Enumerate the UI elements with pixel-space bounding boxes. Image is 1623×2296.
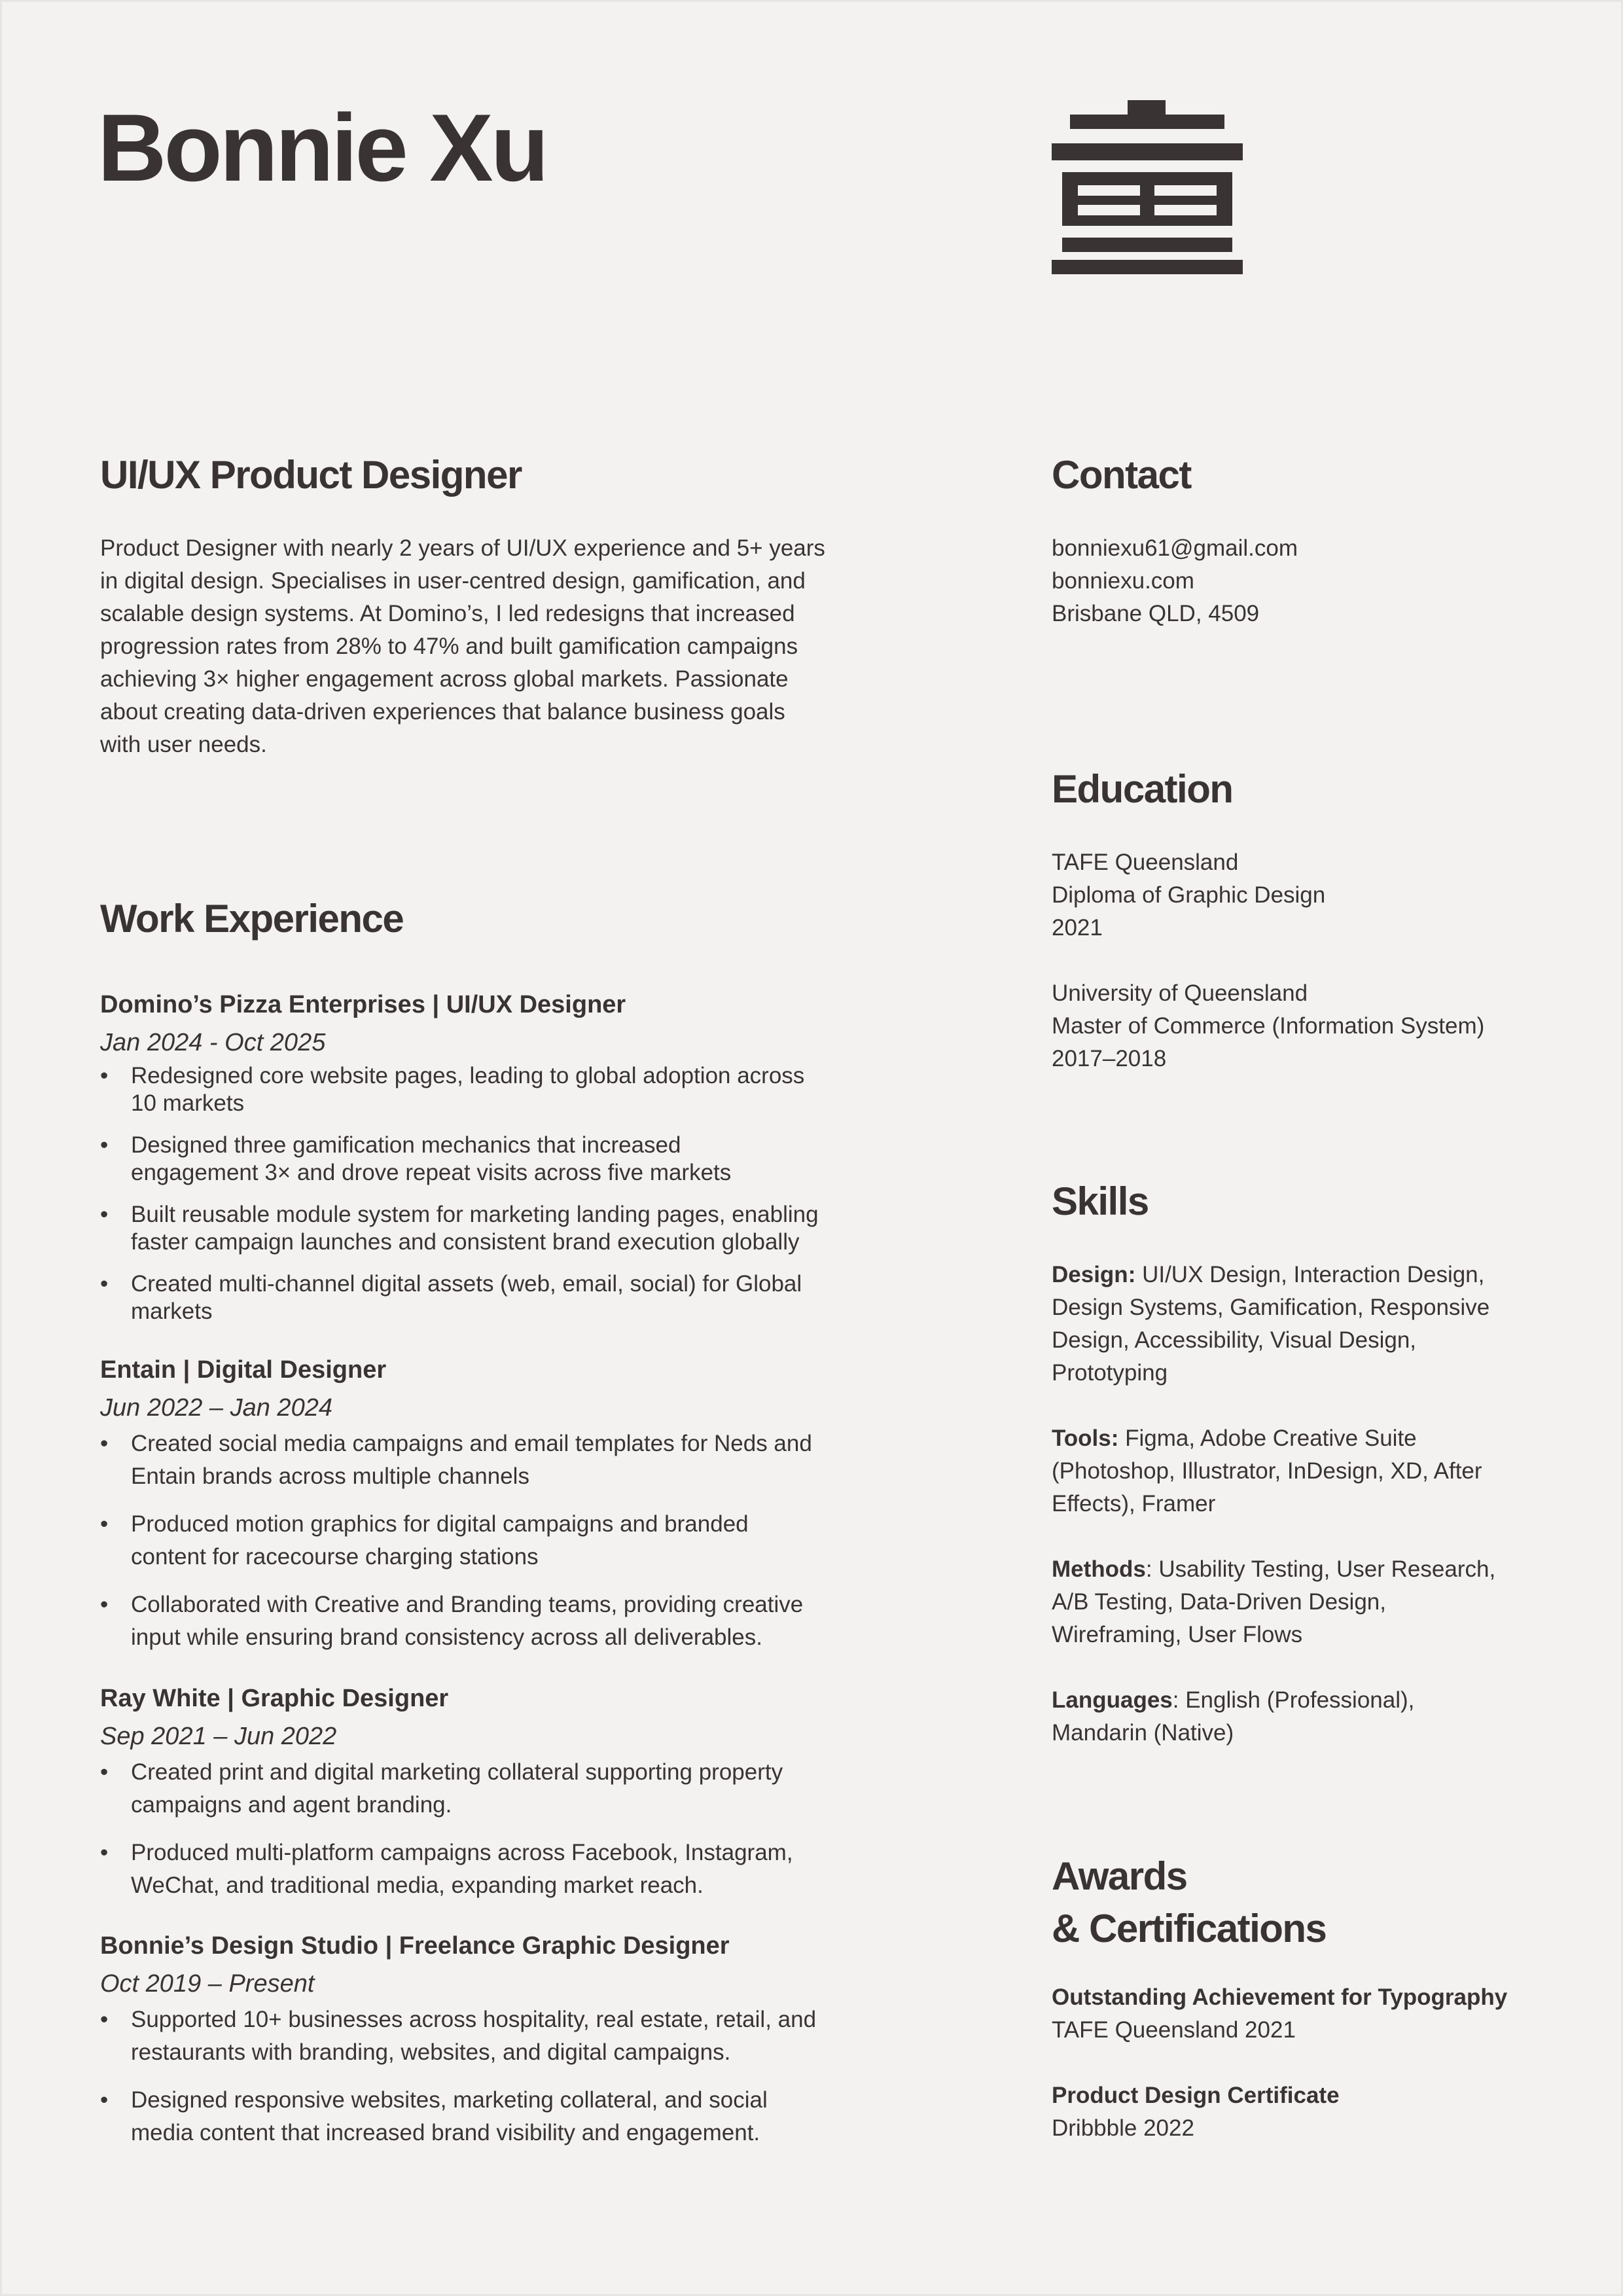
website-link[interactable]: bonniexu.com <box>1052 568 1194 594</box>
candidate-name: Bonnie Xu <box>98 94 546 201</box>
list-item <box>100 1588 905 1654</box>
award-issuer: TAFE Queensland 2021 <box>1052 2017 1296 2043</box>
bullet-line: Supported 10+ businesses across hospitality, real estate, retail, and <box>131 2007 817 2032</box>
list-item <box>100 1427 905 1493</box>
work-experience-heading: Work Experience <box>100 897 404 941</box>
skill-label: Design: <box>1052 1262 1136 1287</box>
skill-text: A/B Testing, Data-Driven Design, <box>1052 1589 1386 1615</box>
job-dates: Sep 2021 – Jun 2022 <box>100 1723 337 1750</box>
education-years: 2017–2018 <box>1052 1046 1167 1071</box>
skill-label: Languages <box>1052 1687 1173 1713</box>
bullet-icon: • <box>100 1511 109 1537</box>
skill-group <box>1052 1422 1549 1520</box>
education-heading: Education <box>1052 767 1233 811</box>
profile-section <box>100 450 905 761</box>
list-item <box>100 2084 905 2149</box>
skills-heading: Skills <box>1052 1179 1149 1223</box>
skill-text: UI/UX Design, Interaction Design, <box>1135 1262 1485 1287</box>
award-entry <box>1052 2079 1549 2145</box>
bullet-icon: • <box>100 1592 109 1617</box>
bullet-line: restaurants with branding, websites, and digital campaigns. <box>131 2039 731 2065</box>
skill-label: Methods <box>1052 1556 1146 1582</box>
bullet-line: Designed three gamification mechanics that increased <box>131 1132 681 1158</box>
bullet-line: input while ensuring brand consistency across all deliverables. <box>131 1624 762 1650</box>
list-item <box>100 1508 905 1573</box>
skill-text: Effects), Framer <box>1052 1491 1216 1516</box>
skill-label: Tools: <box>1052 1426 1119 1451</box>
bullet-line: Entain brands across multiple channels <box>131 1463 529 1489</box>
bullet-line: Created multi-channel digital assets (web, email, social) for Global <box>131 1271 802 1297</box>
skill-text: Figma, Adobe Creative Suite <box>1118 1426 1417 1451</box>
bullet-icon: • <box>100 1431 109 1456</box>
job-title: Bonnie’s Design Studio | Freelance Graphic Designer <box>100 1932 730 1960</box>
bullet-icon: • <box>100 2007 109 2032</box>
bullet-line: WeChat, and traditional media, expanding market reach. <box>131 1873 704 1898</box>
summary-line: with user needs. <box>100 732 267 757</box>
bullet-line: Built reusable module system for marketing landing pages, enabling <box>131 1202 819 1227</box>
bullet-line: Produced motion graphics for digital campaigns and branded <box>131 1511 749 1537</box>
job-title-heading: UI/UX Product Designer <box>100 453 522 497</box>
award-issuer: Dribbble 2022 <box>1052 2115 1194 2141</box>
job-dates: Jan 2024 - Oct 2025 <box>100 1029 326 1056</box>
summary-line: Product Designer with nearly 2 years of UI/UX experience and 5+ years <box>100 535 825 561</box>
award-title: Product Design Certificate <box>1052 2083 1340 2108</box>
list-item <box>100 2003 905 2069</box>
contact-section <box>1052 450 1549 630</box>
bullet-line: Collaborated with Creative and Branding teams, providing creative <box>131 1592 804 1617</box>
location-text: Brisbane QLD, 4509 <box>1052 601 1260 626</box>
school-name: University of Queensland <box>1052 980 1308 1006</box>
degree-name: Diploma of Graphic Design <box>1052 882 1326 908</box>
skills-section <box>1052 1176 1549 1749</box>
skill-text: Design, Accessibility, Visual Design, <box>1052 1327 1417 1353</box>
job-bullets <box>100 2003 905 2149</box>
skill-group <box>1052 1553 1549 1651</box>
bullet-line: faster campaign launches and consistent brand execution globally <box>131 1229 800 1255</box>
job-title: Entain | Digital Designer <box>100 1356 387 1384</box>
school-name: TAFE Queensland <box>1052 850 1239 875</box>
job-bullets <box>100 1062 905 1325</box>
education-section <box>1052 764 1549 1075</box>
bullet-line: markets <box>131 1299 213 1324</box>
job-entry <box>100 1928 905 2149</box>
bullet-icon: • <box>100 1840 109 1865</box>
bullet-icon: • <box>100 2087 109 2113</box>
bullet-line: Produced multi-platform campaigns across Facebook, Instagram, <box>131 1840 793 1865</box>
summary-line: in digital design. Specialises in user-centred design, gamification, and <box>100 568 806 594</box>
award-entry <box>1052 1981 1549 2047</box>
skill-text: : English (Professional), <box>1172 1687 1415 1713</box>
summary-line: about creating data-driven experiences that balance business goals <box>100 699 785 725</box>
degree-name: Master of Commerce (Information System) <box>1052 1013 1485 1039</box>
bullet-line: content for racecourse charging stations <box>131 1544 539 1570</box>
job-entry <box>100 1680 905 1902</box>
bullet-icon: • <box>100 1063 109 1088</box>
skill-text: Mandarin (Native) <box>1052 1720 1234 1746</box>
bullet-line: Created print and digital marketing collateral supporting property <box>131 1759 783 1785</box>
bullet-line: Redesigned core website pages, leading to global adoption across <box>131 1063 805 1088</box>
job-title: Ray White | Graphic Designer <box>100 1685 449 1712</box>
job-dates: Oct 2019 – Present <box>100 1970 315 1998</box>
list-item <box>100 1062 905 1117</box>
bullet-icon: • <box>100 1202 109 1227</box>
job-title: Domino’s Pizza Enterprises | UI/UX Designer <box>100 991 626 1018</box>
summary-line: scalable design systems. At Domino’s, I led redesigns that increased <box>100 601 795 626</box>
list-item <box>100 1132 905 1187</box>
education-entry <box>1052 977 1549 1075</box>
bullet-line: 10 markets <box>131 1090 245 1116</box>
email-link[interactable]: bonniexu61@gmail.com <box>1052 535 1298 561</box>
awards-heading: & Certifications <box>1052 1907 1327 1950</box>
profile-summary <box>100 532 905 761</box>
award-title: Outstanding Achievement for Typography <box>1052 1984 1508 2010</box>
bullet-icon: • <box>100 1759 109 1785</box>
skill-group <box>1052 1684 1549 1749</box>
awards-heading: Awards <box>1052 1854 1187 1898</box>
job-bullets <box>100 1427 905 1654</box>
education-years: 2021 <box>1052 915 1103 941</box>
work-experience-section <box>100 893 905 944</box>
education-entry <box>1052 846 1549 944</box>
list-item <box>100 1201 905 1256</box>
bullet-line: Created social media campaigns and email templates for Neds and <box>131 1431 812 1456</box>
skill-text: Design Systems, Gamification, Responsive <box>1052 1295 1490 1320</box>
job-bullets <box>100 1756 905 1902</box>
awards-section <box>1052 1850 1549 2145</box>
job-entry <box>100 986 905 1325</box>
bullet-line: Designed responsive websites, marketing collateral, and social <box>131 2087 768 2113</box>
personal-logo-glyph <box>1052 100 1243 274</box>
contact-heading: Contact <box>1052 453 1191 497</box>
skill-text: : Usability Testing, User Research, <box>1145 1556 1496 1582</box>
skill-text: (Photoshop, Illustrator, InDesign, XD, After <box>1052 1458 1482 1484</box>
list-item <box>100 1756 905 1821</box>
summary-line: achieving 3× higher engagement across global markets. Passionate <box>100 666 789 692</box>
bullet-line: media content that increased brand visibility and engagement. <box>131 2120 760 2145</box>
bullet-line: engagement 3× and drove repeat visits across five markets <box>131 1160 732 1185</box>
job-entry <box>100 1352 905 1654</box>
job-dates: Jun 2022 – Jan 2024 <box>100 1394 332 1422</box>
bullet-line: campaigns and agent branding. <box>131 1792 452 1818</box>
skill-text: Wireframing, User Flows <box>1052 1622 1303 1647</box>
list-item <box>100 1270 905 1325</box>
list-item <box>100 1837 905 1902</box>
skill-text: Prototyping <box>1052 1360 1168 1386</box>
summary-line: progression rates from 28% to 47% and built gamification campaigns <box>100 634 798 659</box>
bullet-icon: • <box>100 1271 109 1297</box>
skill-group <box>1052 1259 1549 1390</box>
bullet-icon: • <box>100 1132 109 1158</box>
